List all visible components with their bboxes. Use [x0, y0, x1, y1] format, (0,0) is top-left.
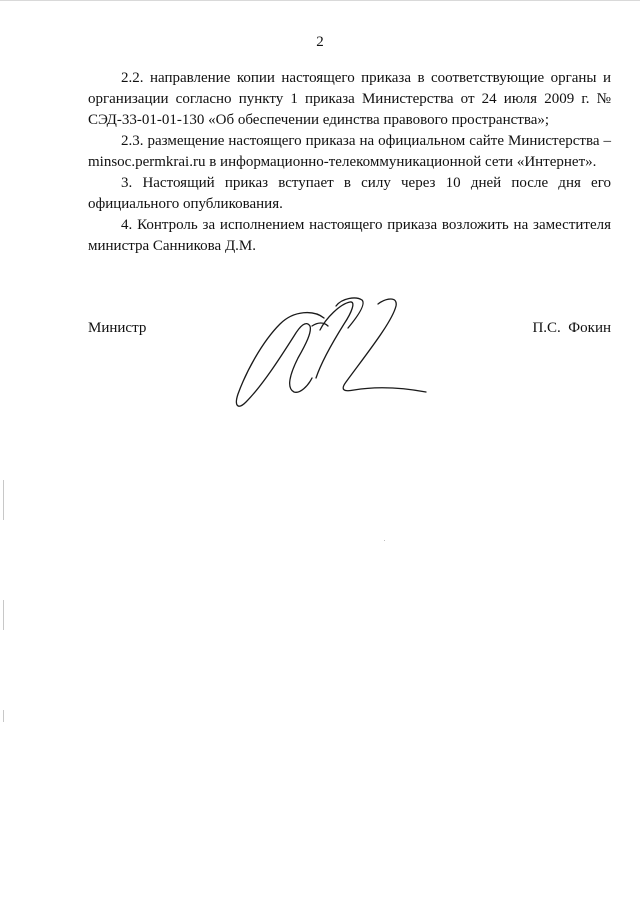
document-body [88, 68, 611, 257]
page-number: 2 [316, 34, 324, 50]
top-edge-line [0, 0, 640, 1]
scan-mark [3, 600, 4, 630]
paragraph-2-3: 2.3. размещение настоящего приказа на официальном сайте Министерства – minsoc.permkrai.ru в информационно-телекоммуникационной сети «Интернет». [88, 133, 611, 170]
scan-mark [3, 710, 4, 722]
scan-speck [384, 540, 385, 541]
scan-mark [3, 480, 4, 520]
signatory-title: Министр [88, 320, 147, 336]
paragraph-2-2: 2.2. направление копии настоящего приказа в соответствующие органы и организации согласно пункту 1 приказа Министерства от 24 июля 2009 г. № СЭД-33-01-01-130 «Об обеспечении единства правового пространства»; [88, 70, 611, 128]
paragraph-4: 4. Контроль за исполнением настоящего приказа возложить на заместителя министра Санникова Д.М. [88, 217, 611, 254]
paragraph-3: 3. Настоящий приказ вступает в силу через 10 дней после дня его официального опубликования. [88, 175, 611, 212]
handwritten-signature [228, 292, 428, 417]
signatory-name: П.С. Фокин [532, 320, 611, 336]
